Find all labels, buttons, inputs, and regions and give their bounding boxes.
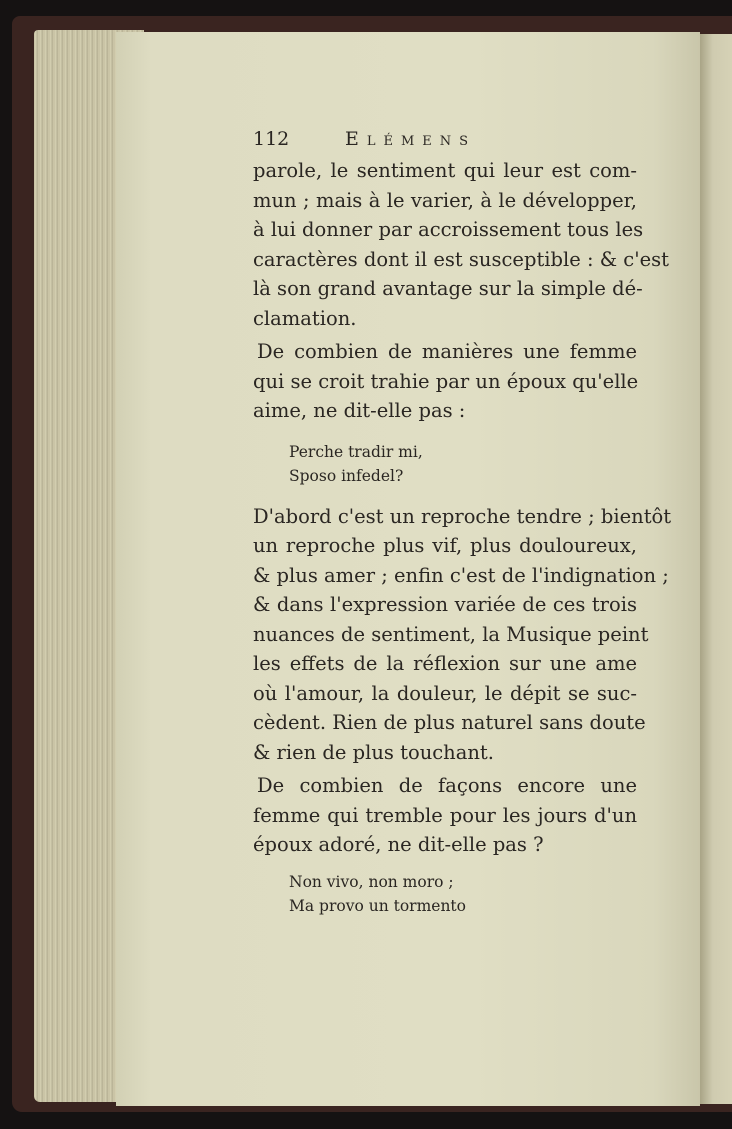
verse-quotation <box>253 870 637 918</box>
paragraph <box>253 771 637 860</box>
text-block <box>253 128 672 918</box>
running-title: Elémens <box>345 128 477 150</box>
text-line: un reproche plus vif, plus douloureux, <box>253 534 637 557</box>
text-line: & plus amer ; enfin c'est de l'indignation ; <box>253 563 669 587</box>
paragraph <box>253 502 672 768</box>
text-line: parole, le sentiment qui leur est com- <box>253 159 637 182</box>
verse-quotation <box>253 440 637 488</box>
text-line: les effets de la réflexion sur une ame <box>253 652 637 675</box>
verse-line: Ma provo un tormento <box>289 896 466 915</box>
text-line: nuances de sentiment, la Musique peint <box>253 622 649 646</box>
verse-line: Non vivo, non moro ; <box>289 872 454 891</box>
text-line: mun ; mais à le varier, à le développer, <box>253 188 637 212</box>
text-line: là son grand avantage sur la simple dé- <box>253 277 643 300</box>
text-line: De combien de manières une femme <box>257 340 637 363</box>
text-line: De combien de façons encore une <box>257 774 637 797</box>
facing-page-edge <box>700 34 732 1104</box>
paragraph <box>253 337 637 426</box>
text-line: cèdent. Rien de plus naturel sans doute <box>253 711 646 734</box>
text-line: à lui donner par accroissement tous les <box>253 218 644 241</box>
text-line: D'abord c'est un reproche tendre ; bientôt <box>253 504 672 528</box>
text-line: caractères dont il est susceptible : & c'est <box>253 247 669 271</box>
text-line: qui se croit trahie par un époux qu'elle <box>253 369 639 393</box>
text-line: aime, ne dit-elle pas : <box>253 399 466 422</box>
verse-line: Perche tradir mi, <box>289 442 423 461</box>
verse-line: Sposo infedel? <box>289 466 404 485</box>
text-line: femme qui tremble pour les jours d'un <box>253 803 637 827</box>
text-line: où l'amour, la douleur, le dépit se suc- <box>253 681 637 705</box>
text-line: & rien de plus touchant. <box>253 740 494 764</box>
text-line: clamation. <box>253 306 357 330</box>
paragraph <box>253 156 669 333</box>
text-line: & dans l'expression variée de ces trois <box>253 593 637 616</box>
text-line: époux adoré, ne dit-elle pas ? <box>253 833 544 856</box>
page-header <box>253 128 637 156</box>
page-number: 112 <box>253 128 290 150</box>
